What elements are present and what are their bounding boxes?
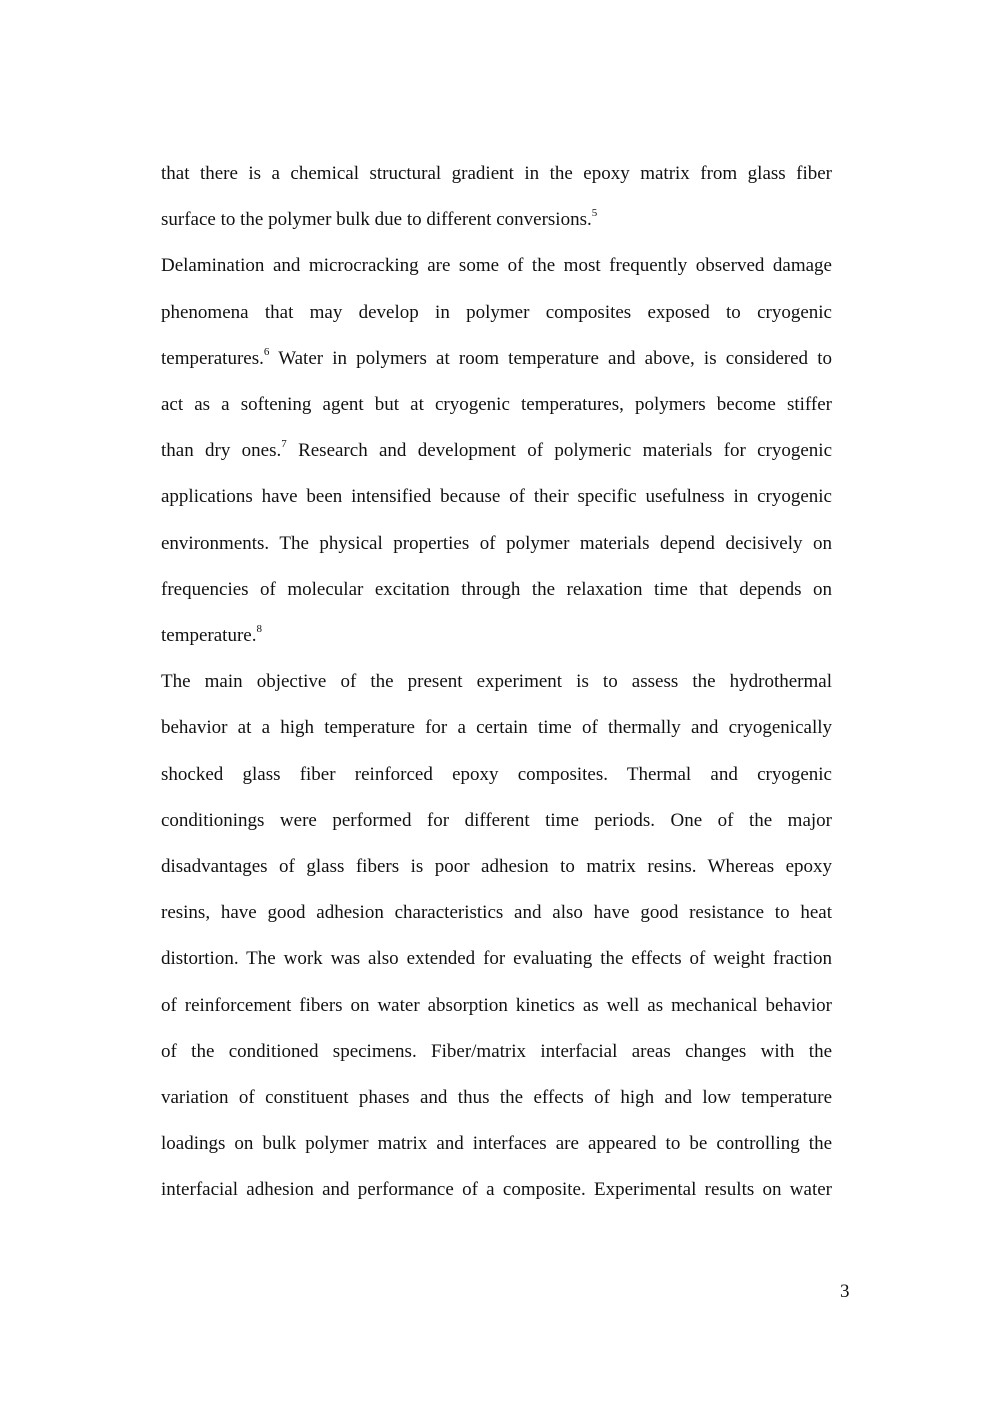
text-line (161, 995, 832, 1017)
line-text: of the conditioned specimens. Fiber/matrix interfacial areas changes with the (161, 1040, 832, 1062)
text-line (161, 163, 832, 185)
text-line (161, 209, 832, 231)
line-text: loadings on bulk polymer matrix and interfaces are appeared to be controlling the (161, 1133, 832, 1155)
text-line (161, 486, 832, 508)
text-line (161, 902, 832, 924)
text-line (161, 394, 832, 416)
text-line (161, 1041, 832, 1063)
line-text: The main objective of the present experiment is to assess the hydrothermal (161, 671, 832, 693)
citation-superscript: 8 (256, 623, 262, 635)
page-number: 3 (840, 1281, 850, 1302)
text-line (161, 717, 832, 739)
line-text: disadvantages of glass fibers is poor adhesion to matrix resins. Whereas epoxy (161, 856, 832, 877)
line-text: than dry ones. (161, 440, 282, 462)
citation-superscript: 5 (591, 207, 598, 220)
text-line (161, 579, 832, 601)
line-text: act as a softening agent but at cryogenic temperatures, polymers become stiffer (161, 394, 832, 415)
text-line (161, 810, 832, 832)
line-text: environments. The physical properties of polymer materials depend decisively on (161, 532, 832, 554)
line-text: conditionings were performed for different time periods. One of the major (161, 809, 832, 831)
line-text: phenomena that may develop in polymer composites exposed to cryogenic (161, 301, 832, 323)
citation-superscript: 7 (281, 438, 287, 451)
text-line (161, 764, 832, 786)
line-text-continued: Research and development of polymeric materials for cryogenic (286, 440, 832, 462)
text-line (161, 1087, 832, 1109)
line-text: applications have been intensified because of their specific usefulness in cryogenic (161, 486, 832, 508)
line-text: temperature. (161, 625, 257, 646)
line-text-continued: Water in polymers at room temperature and above, is considered to (269, 347, 832, 369)
line-text: behavior at a high temperature for a certain time of thermally and cryogenically (161, 717, 832, 739)
line-text: variation of constituent phases and thus the effects of high and low temperature (161, 1087, 832, 1108)
text-line (161, 533, 832, 555)
line-text: resins, have good adhesion characteristics and also have good resistance to heat (161, 902, 832, 924)
line-text: interfacial adhesion and performance of a composite. Experimental results on water (161, 1179, 832, 1201)
text-line (161, 856, 832, 878)
line-text: temperatures. (161, 347, 264, 369)
text-line (161, 440, 832, 462)
text-line (161, 302, 832, 324)
line-text: distortion. The work was also extended for evaluating the effects of weight fraction (161, 948, 832, 970)
text-line (161, 1179, 832, 1201)
line-text: of reinforcement fibers on water absorption kinetics as well as mechanical behavior (161, 994, 832, 1016)
line-text: frequencies of molecular excitation through the relaxation time that depends on (161, 578, 832, 600)
line-text: that there is a chemical structural gradient in the epoxy matrix from glass fiber (161, 163, 832, 184)
line-text: shocked glass fiber reinforced epoxy composites. Thermal and cryogenic (161, 763, 832, 785)
line-text: Delamination and microcracking are some of the most frequently observed damage (161, 255, 832, 277)
text-line (161, 345, 832, 370)
text-line (161, 671, 832, 693)
citation-superscript: 6 (263, 345, 270, 358)
text-line (161, 948, 832, 970)
text-line (161, 255, 832, 277)
line-text: surface to the polymer bulk due to different conversions. (161, 209, 592, 231)
text-line (161, 1133, 832, 1155)
text-line (161, 625, 832, 647)
